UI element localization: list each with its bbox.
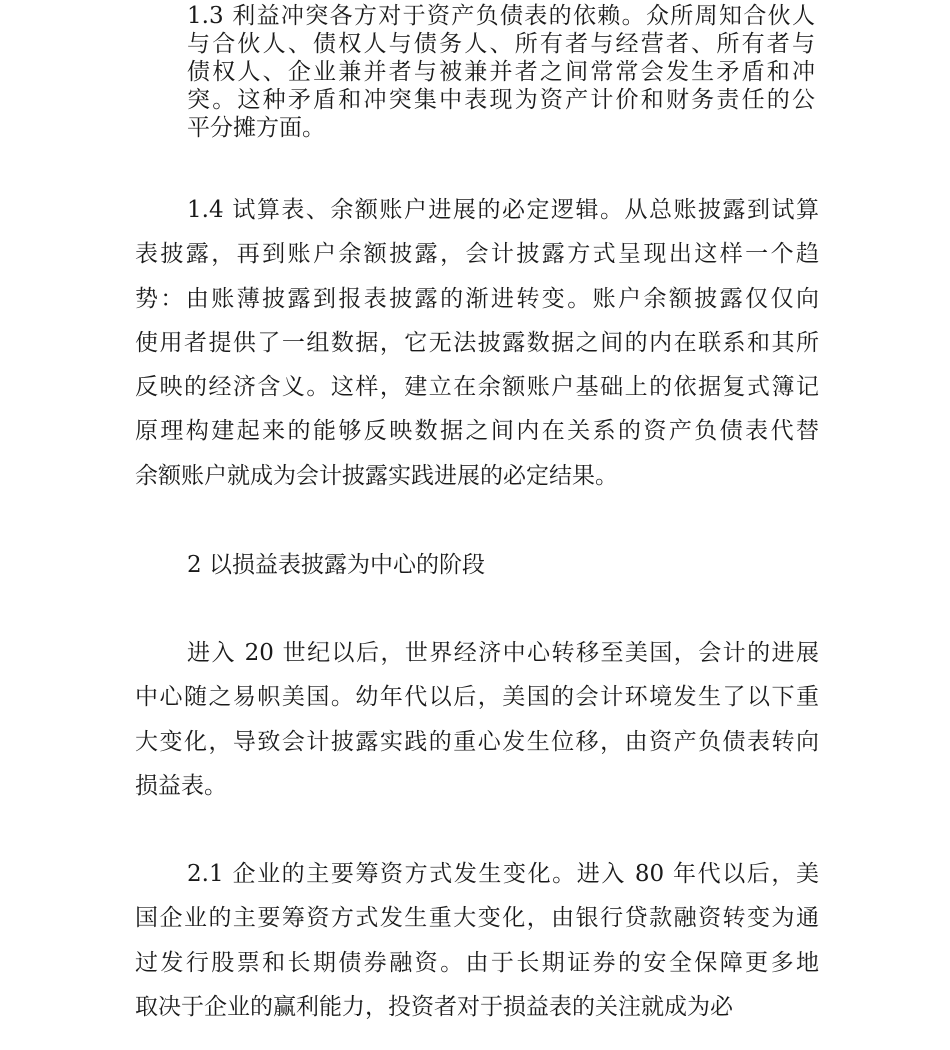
paragraph-line: 国企业的主要筹资方式发生重大变化，由银行贷款融资转变为通 — [135, 905, 819, 932]
paragraph-line: 平分摊方面。 — [187, 115, 325, 141]
paragraph-line: 势：由账薄披露到报表披露的渐进转变。账户余额披露仅仅向 — [135, 285, 819, 312]
paragraph-line: 原理构建起来的能够反映数据之间内在关系的资产负债表代替 — [135, 418, 819, 445]
paragraph-line: 表披露，再到账户余额披露，会计披露方式呈现出这样一个趋 — [135, 241, 819, 268]
paragraph-line: 进入 20 世纪以后，世界经济中心转移至美国，会计的进展 — [187, 640, 819, 666]
paragraph-line: 债权人、企业兼并者与被兼并者之间常常会发生矛盾和冲 — [187, 59, 815, 85]
paragraph-line: 过发行股票和长期债券融资。由于长期证券的安全保障更多地 — [135, 949, 819, 976]
paragraph-2-intro — [135, 631, 819, 808]
paragraph-line: 余额账户就成为会计披露实践进展的必定结果。 — [135, 462, 618, 489]
paragraph-line: 中心随之易帜美国。幼年代以后，美国的会计环境发生了以下重 — [135, 684, 819, 711]
paragraph-line: 2.1 企业的主要筹资方式发生变化。进入 80 年代以后，美 — [187, 861, 819, 887]
paragraph-2-1 — [135, 852, 819, 1029]
paragraph-line: 取决于企业的赢利能力，投资者对于损益表的关注就成为必 — [135, 993, 733, 1020]
paragraph-line: 突。这种矛盾和冲突集中表现为资产计价和财务责任的公 — [187, 87, 815, 113]
paragraph-line: 与合伙人、债权人与债务人、所有者与经营者、所有者与 — [187, 31, 815, 57]
paragraph-line: 使用者提供了一组数据，它无法披露数据之间的内在联系和其所 — [135, 329, 819, 356]
paragraph-line: 1.3 利益冲突各方对于资产负债表的依赖。众所周知合伙人 — [187, 3, 815, 29]
paragraph-line: 1.4 试算表、余额账户进展的必定逻辑。从总账披露到试算 — [187, 197, 819, 223]
paragraph-line: 损益表。 — [135, 772, 227, 799]
paragraph-line: 大变化，导致会计披露实践的重心发生位移，由资产负债表转向 — [135, 728, 819, 755]
paragraph-1-3 — [187, 2, 815, 142]
paragraph-1-4 — [135, 188, 819, 498]
section-heading: 2 以损益表披露为中心的阶段 — [187, 552, 485, 578]
paragraph-line: 反映的经济含义。这样，建立在余额账户基础上的依据复式簿记 — [135, 374, 819, 401]
